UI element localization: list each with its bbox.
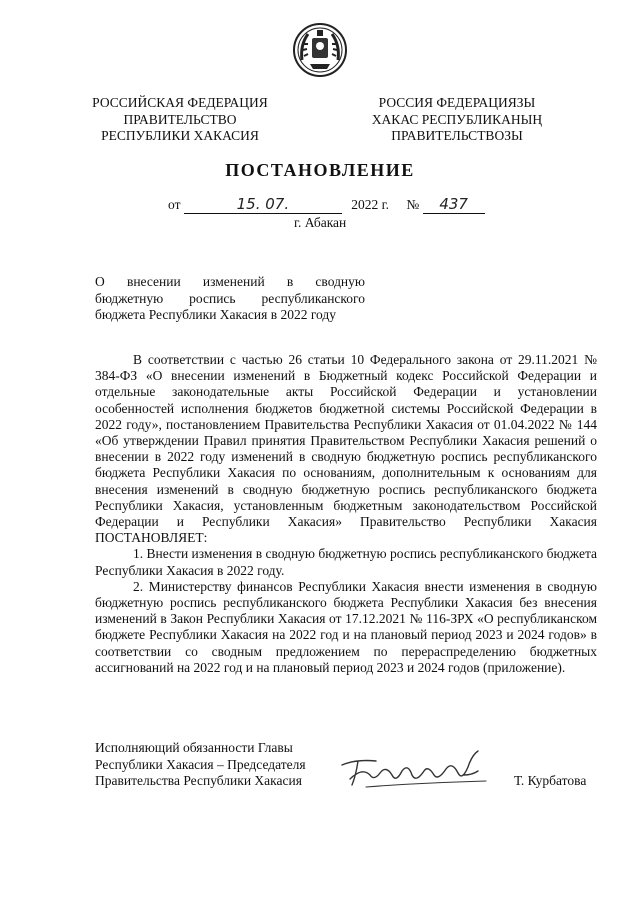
header-right-line: РОССИЯ ФЕДЕРАЦИЯЗЫ xyxy=(378,95,536,110)
header-left-line: РЕСПУБЛИКИ ХАКАСИЯ xyxy=(101,128,259,143)
document-title: ПОСТАНОВЛЕНИЕ xyxy=(225,160,415,180)
signatory-title-line: Правительства Республики Хакасия xyxy=(95,773,302,788)
signatory-title-line: Республики Хакасия – Председателя xyxy=(95,756,306,772)
signatory-name: Т. Курбатова xyxy=(514,773,587,788)
number-sign: № xyxy=(406,197,420,212)
header-left xyxy=(75,95,285,145)
number-field xyxy=(423,197,485,214)
document-subject xyxy=(95,274,365,324)
body-paragraph: 2. Министерству финансов Республики Хакасия внести изменения в сводную бюджетную роспись республиканского бюджета Республики Хакасия без внесения изменений в Закон Республики Хакасия от 17.12.2021 № 116-ЗРХ «О республиканском бюджете Республики Хакасия на 2022 год и на плановый период 2023 и 2024 годов» в соответствии со сводным предложением по перераспределению бюджетных ассигнований на 2022 год и на плановый период 2023 и 2024 годов (приложение). xyxy=(95,578,597,675)
body-paragraph: В соответствии с частью 26 статьи 10 Федерального закона от 29.11.2021 № 384-ФЗ «О внесении изменений в Бюджетный кодекс Российской Федерации и отдельные законодательные акты Российской Федерации и установлении особенностей исполнения бюджетов бюджетной системы Российской Федерации в 2022 году», постановлением Правительства Республики Хакасия от 01.04.2022 № 144 «Об утверждении Правил принятия Правительством Республики Хакасия решений о внесении в 2022 году изменений в сводную бюджетную роспись республиканского бюджета Республики Хакасия по основаниям, дополнительным к основаниям для внесения изменений в сводную бюджетную роспись республиканского бюджета Республики Хакасия, установленным бюджетным законодательством Российской Федерации и Республики Хакасия» Правительство Республики Хакасия ПОСТАНОВЛЯЕТ: xyxy=(95,352,597,546)
header-left-line: ПРАВИТЕЛЬСТВО xyxy=(123,111,237,127)
date-line xyxy=(168,197,485,214)
date-year: 2022 г. xyxy=(351,197,389,212)
subject-line: бюджетную роспись республиканского xyxy=(95,290,365,306)
date-prefix: от xyxy=(168,197,181,212)
document-body xyxy=(95,352,597,676)
coat-of-arms-icon xyxy=(290,20,350,80)
date-field xyxy=(184,197,342,214)
header-left-line: РОССИЙСКАЯ ФЕДЕРАЦИЯ xyxy=(92,95,268,110)
place-of-issue: г. Абакан xyxy=(294,215,347,230)
signatory-title-line: Исполняющий обязанности Главы xyxy=(95,740,293,755)
subject-line: бюджета Республики Хакасия в 2022 году xyxy=(95,307,337,322)
subject-line: О внесении изменений в сводную xyxy=(95,274,365,289)
signatory-title xyxy=(95,740,306,790)
body-paragraph: 1. Внести изменения в сводную бюджетную роспись республиканского бюджета Республики Хакасия в 2022 году. xyxy=(95,546,598,578)
handwritten-signature xyxy=(336,745,496,795)
header-right-line: ХАКАС РЕСПУБЛИКАНЫҢ xyxy=(371,111,543,127)
header-right-line: ПРАВИТЕЛЬСТВОЗЫ xyxy=(391,128,523,143)
handwritten-number: 437 xyxy=(439,195,468,213)
header-right xyxy=(352,95,562,145)
handwritten-date: 15. 07. xyxy=(236,195,290,213)
